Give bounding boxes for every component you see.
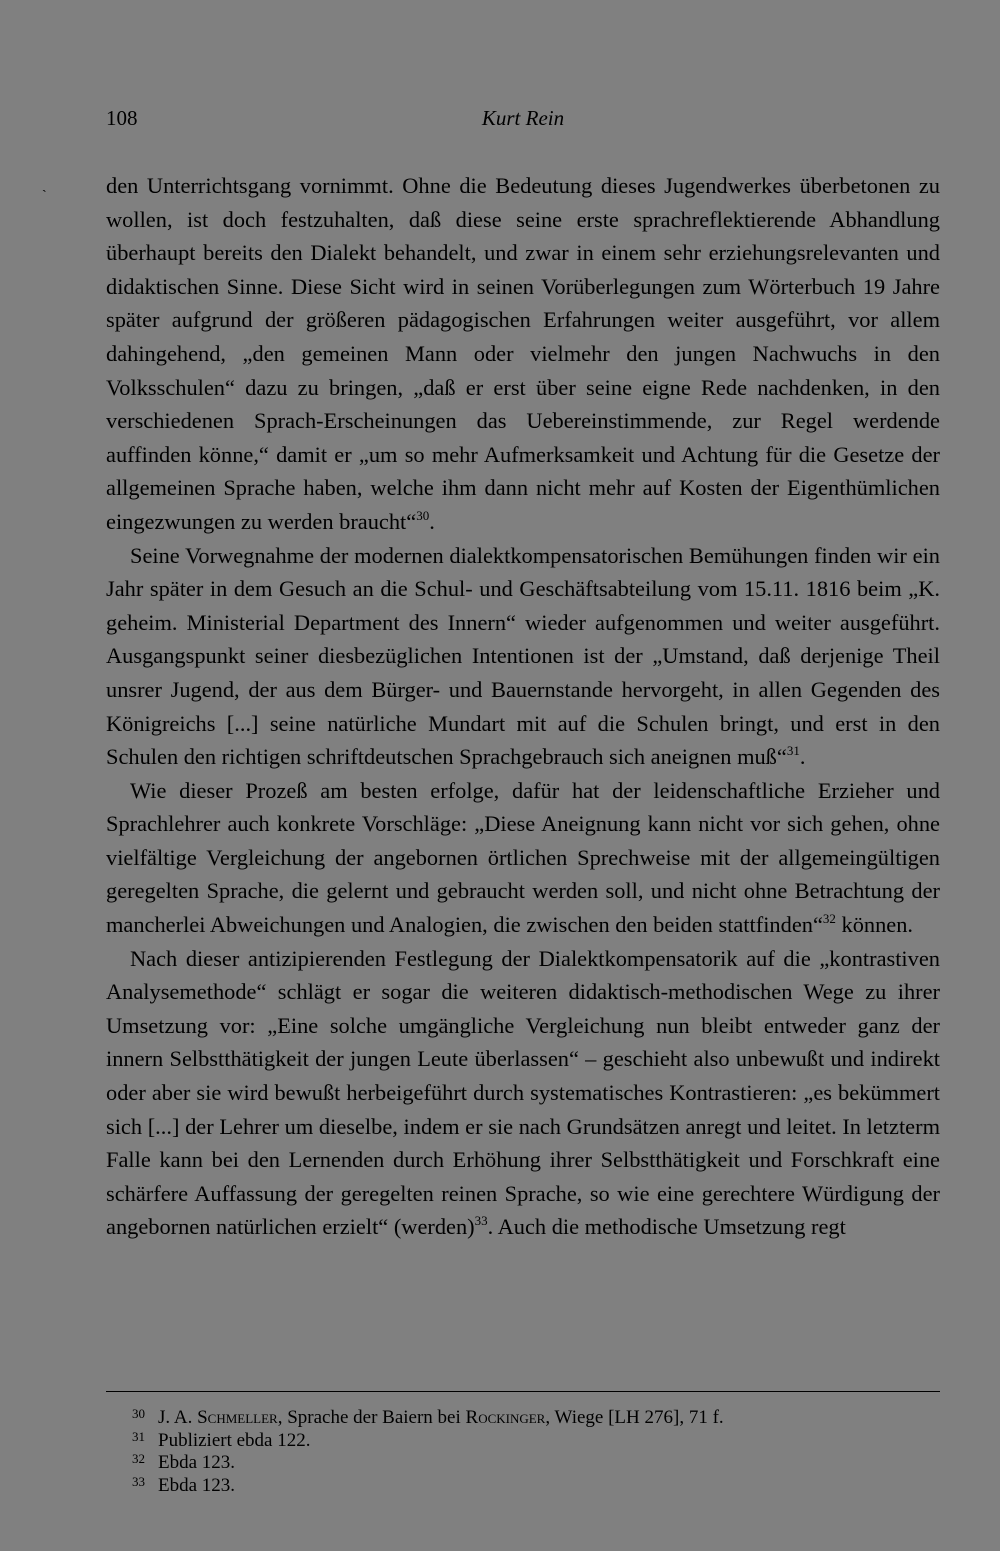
author-name: Rockinger <box>465 1407 546 1428</box>
page-number: 108 <box>106 106 138 130</box>
paragraph <box>106 942 940 1244</box>
footnote-ref: 30 <box>416 507 430 523</box>
text-run: können. <box>835 912 914 938</box>
author-name: Schmeller <box>197 1407 278 1428</box>
footnote-text <box>158 1407 940 1430</box>
text-run: , Sprache der Baiern bei <box>277 1407 466 1428</box>
footnote-number: 31 <box>132 1428 145 1444</box>
text-run: , Wiege [LH 276], 71 f. <box>545 1407 724 1428</box>
footnote-number: 30 <box>132 1406 145 1421</box>
page-header <box>106 106 940 136</box>
footnote <box>106 1430 940 1453</box>
footnote <box>106 1407 940 1430</box>
text-run: den Unterrichtsgang vornimmt. Ohne die Bedeutung dieses Jugendwerkes überbetonen zu wollen, ist doch festzuhalten, daß diese seine erste sprachreflektierende Abhandlung überhaupt bereits den Dialekt behandelt, und zwar in einem sehr erziehungsrelevanten und didaktischen Sinne. Diese Sicht wird in seinen Vorüberlegungen zum Wörterbuch 19 Jahre später aufgrund der größeren pädagogischen Erfahrungen weiter ausgeführt, vor allem dahingehend, „den gemeinen Mann oder vielmehr den jungen Nachwuchs in den Volksschulen“ dazu zu bringen, „daß er erst über seine eigne Rede nachdenken, in den verschiedenen Sprach-Erscheinungen das Uebereinstimmende, zur Regel werdende auffinden könne,“ damit er „um so mehr Aufmerksamkeit und Achtung für die Gesetze der allgemeinen Sprache haben, welche ihm dann nicht mehr auf Kosten der Eigenthümlichen eingezwungen zu werden braucht“ <box>106 173 940 534</box>
footnote-text <box>158 1452 940 1475</box>
running-head: Kurt Rein <box>481 106 565 130</box>
footnote-ref: 32 <box>822 911 836 927</box>
footnote-text <box>158 1475 940 1498</box>
text-run: Publiziert ebda 122. <box>158 1429 311 1451</box>
text-run: Ebda 123. <box>158 1474 236 1496</box>
text-run: Nach dieser antizipierenden Festlegung der Dialektkompensatorik auf die „kontrastiven Analysemethode“ schlägt er sogar die weiteren didaktisch-methodischen Wege zu ihrer Umsetzung vor: „Eine solche umgängliche Vergleichung nun bleibt entweder ganz der innern Selbstthätigkeit der jungen Leute überlassen“ – geschieht also unbewußt und indirekt oder aber sie wird bewußt herbeigeführt durch systematisches Kontrastieren: „es bekümmert sich [...] der Lehrer um dieselbe, indem er sie nach Grundsätzen anregt und leitet. In letzterm Falle kann bei den Lernenden durch Erhöhung ihrer Selbstthätigkeit und Forschkraft eine schärfere Auffassung der geregelten reinen Sprache, so wie eine gerechtere Würdigung der angebornen natürlichen erzielt“ (werden) <box>106 945 940 1240</box>
paragraph <box>106 169 940 539</box>
text-run: . <box>429 508 435 534</box>
footnote <box>106 1452 940 1475</box>
margin-mark: ˎ <box>42 178 47 193</box>
footnote-text <box>158 1430 940 1453</box>
footnote-ref: 31 <box>786 743 800 759</box>
body-text <box>106 169 940 1244</box>
paragraph <box>106 774 940 942</box>
footnote-ref: 33 <box>474 1213 488 1229</box>
footnote <box>106 1475 940 1498</box>
text-run: Seine Vorwegnahme der modernen dialektkompensatorischen Bemühungen finden wir ein Jahr später in dem Gesuch an die Schul- und Geschäftsabteilung vom 15.11. 1816 beim „K. geheim. Ministerial Department des Innern“ wieder aufgenommen und weiter ausgeführt. Ausgangspunkt seiner diesbezüglichen Intentionen ist der „Umstand, daß derjenige Theil unsrer Jugend, der aus dem Bürger- und Bauernstande hervorgeht, in allen Gegenden des Königreichs [...] seine natürliche Mundart mit auf die Schulen bringt, und erst in den Schulen den richtigen schriftdeutschen Sprachgebrauch sich aneignen muß“ <box>106 542 940 770</box>
footnotes <box>106 1407 940 1497</box>
footnote-number: 33 <box>132 1473 145 1489</box>
text-run: . <box>799 744 806 770</box>
footnote-rule <box>106 1391 940 1392</box>
text-run: . Auch die methodische Umsetzung regt <box>487 1214 846 1240</box>
footnote-number: 32 <box>132 1451 145 1466</box>
text-run: Wie dieser Prozeß am besten erfolge, dafür hat der leidenschaftliche Erzieher und Sprachlehrer auch konkrete Vorschläge: „Diese Aneignung kann nicht vor sich gehen, ohne vielfältige Vergleichung der angebornen örtlichen Sprechweise mit der allgemeingültigen geregelten Sprache, die gelernt und gebraucht werden soll, und nicht ohne Betrachtung der mancherlei Abweichungen und Analogien, die zwischen den beiden stattfinden“ <box>106 777 940 938</box>
paragraph <box>106 539 940 774</box>
text-run: Ebda 123. <box>158 1452 236 1473</box>
text-run: J. A. <box>158 1407 198 1428</box>
